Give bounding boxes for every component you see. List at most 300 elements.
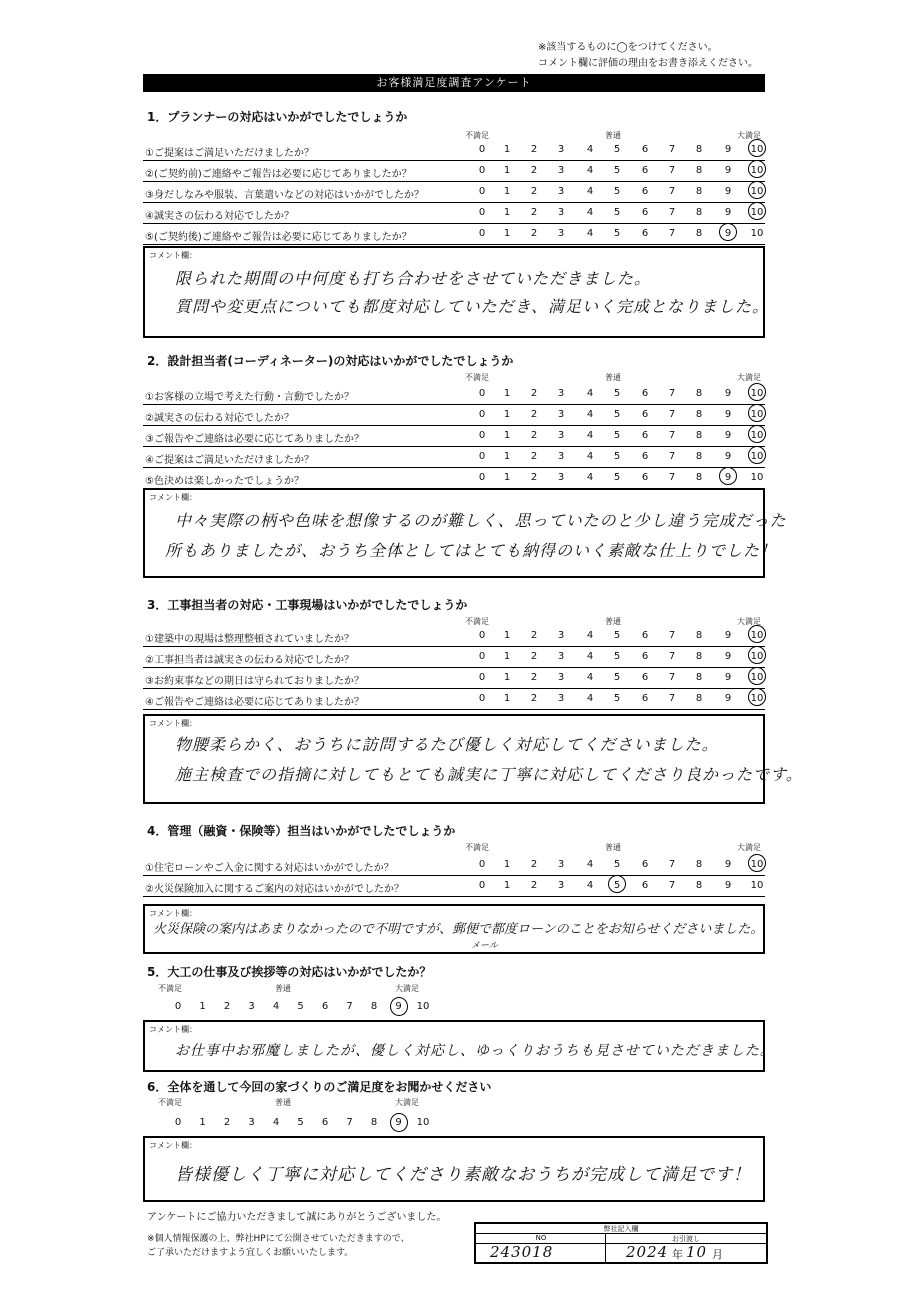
- rating-option-9[interactable]: 9: [395, 1117, 402, 1128]
- question-text: ③お約束事などの期日は守られておりましたか？: [145, 676, 364, 687]
- rating-option-8[interactable]: 8: [695, 472, 703, 483]
- rating-option-3[interactable]: 3: [557, 472, 565, 483]
- instruction-note-1: ※該当するものに◯をつけてください。: [538, 42, 718, 53]
- rating-option-10[interactable]: 10: [750, 186, 764, 197]
- question-row: [143, 182, 765, 203]
- rating-option-10[interactable]: 10: [750, 451, 764, 462]
- scale-label-low: 不満足: [465, 617, 489, 626]
- rating-option-3[interactable]: 3: [557, 880, 565, 891]
- rating-option-7[interactable]: 7: [668, 630, 676, 641]
- rating-option-0[interactable]: 0: [174, 1001, 182, 1012]
- instruction-note-2: コメント欄に評価の理由をお書き添えください。: [538, 58, 758, 69]
- rating-option-2[interactable]: 2: [223, 1001, 231, 1012]
- question-text: ④ご提案はご満足いただけましたか？: [145, 455, 314, 466]
- rating-option-1[interactable]: 1: [503, 228, 511, 239]
- rating-option-1[interactable]: 1: [199, 1001, 206, 1012]
- rating-option-6[interactable]: 6: [641, 207, 649, 218]
- rating-option-3[interactable]: 3: [557, 693, 565, 704]
- rating-option-7[interactable]: 7: [668, 388, 676, 399]
- comment-label: コメント欄：: [149, 719, 197, 728]
- rating-option-10[interactable]: 10: [750, 630, 764, 641]
- rating-option-5[interactable]: 5: [613, 472, 621, 483]
- question-text: ①住宅ローンやご入金に関する対応はいかがでしたか？: [145, 863, 394, 874]
- rating-option-0[interactable]: 0: [478, 207, 486, 218]
- section-3-heading: 3．工事担当者の対応・工事現場はいかがでしたでしょうか: [147, 598, 468, 612]
- rating-option-1[interactable]: 1: [503, 651, 511, 662]
- question-row: [143, 384, 765, 405]
- rating-option-0[interactable]: 0: [478, 880, 486, 891]
- rating-option-9[interactable]: 9: [724, 144, 732, 155]
- question-row: [143, 647, 765, 668]
- rating-option-0[interactable]: 0: [478, 388, 486, 399]
- rating-option-5[interactable]: 5: [613, 186, 621, 197]
- section-5-comment-box: [143, 1020, 775, 1072]
- rating-option-4[interactable]: 4: [586, 651, 594, 662]
- scale-label-high: 大満足: [737, 131, 761, 140]
- selected-rating-circle: [748, 688, 766, 706]
- question-text: ②(ご契約前)ご連絡やご報告は必要に応じてありましたか？: [145, 169, 412, 180]
- rating-option-2[interactable]: 2: [530, 630, 538, 641]
- rating-option-8[interactable]: 8: [695, 186, 703, 197]
- rating-option-9[interactable]: 9: [724, 409, 732, 420]
- scale-label-high: 大満足: [737, 617, 761, 626]
- rating-option-10[interactable]: 10: [750, 165, 764, 176]
- rating-option-9[interactable]: 9: [724, 451, 732, 462]
- rating-option-7[interactable]: 7: [668, 472, 676, 483]
- rating-option-7[interactable]: 7: [668, 672, 676, 683]
- rating-option-6[interactable]: 6: [641, 165, 649, 176]
- rating-option-6[interactable]: 6: [641, 859, 649, 870]
- rating-option-8[interactable]: 8: [695, 672, 703, 683]
- rating-option-7[interactable]: 7: [668, 880, 676, 891]
- rating-option-10[interactable]: 10: [750, 880, 764, 891]
- question-row: [143, 626, 765, 647]
- scale-label-low: 不満足: [158, 984, 182, 993]
- rating-option-9[interactable]: 9: [724, 430, 732, 441]
- rating-option-2[interactable]: 2: [530, 693, 538, 704]
- section-3-comment-box: [143, 714, 803, 804]
- rating-option-1[interactable]: 1: [503, 144, 511, 155]
- scale-label-mid: 普通: [605, 131, 621, 140]
- rating-option-4[interactable]: 4: [586, 451, 594, 462]
- rating-option-2[interactable]: 2: [530, 388, 538, 399]
- rating-option-2[interactable]: 2: [530, 859, 538, 870]
- selected-rating-circle: [748, 667, 766, 685]
- question-text: ③ご報告やご連絡は必要に応じてありましたか？: [145, 434, 364, 445]
- rating-option-0[interactable]: 0: [478, 693, 486, 704]
- selected-rating-circle: [748, 446, 766, 464]
- rating-option-0[interactable]: 0: [478, 451, 486, 462]
- rating-option-10[interactable]: 10: [750, 672, 764, 683]
- section-4-comment-box: [143, 904, 765, 954]
- question-text: ①建築中の現場は整理整頓されていましたか？: [145, 634, 354, 645]
- rating-option-8[interactable]: 8: [695, 451, 703, 462]
- rating-option-10[interactable]: 10: [750, 859, 764, 870]
- question-text: ③身だしなみや服装、言葉遣いなどの対応はいかがでしたか？: [145, 190, 424, 201]
- rating-option-5[interactable]: 5: [613, 880, 621, 891]
- selected-rating-circle: [748, 383, 766, 401]
- rating-option-0[interactable]: 0: [478, 859, 486, 870]
- question-text: ④誠実さの伝わる対応でしたか？: [145, 211, 294, 222]
- rating-option-4[interactable]: 4: [586, 207, 594, 218]
- rating-option-10[interactable]: 10: [750, 693, 764, 704]
- delivery-year: 2024: [626, 1243, 669, 1261]
- selected-rating-circle: [748, 160, 766, 178]
- month-unit: 月: [712, 1248, 723, 1261]
- rating-option-9[interactable]: 9: [724, 693, 732, 704]
- rating-option-7[interactable]: 7: [668, 165, 676, 176]
- rating-option-2[interactable]: 2: [530, 451, 538, 462]
- rating-option-9[interactable]: 9: [724, 472, 732, 483]
- rating-option-2[interactable]: 2: [530, 186, 538, 197]
- rating-option-7[interactable]: 7: [668, 430, 676, 441]
- question-text: ②火災保険加入に関するご案内の対応はいかがでしたか？: [145, 884, 404, 895]
- no-label: NO: [535, 1234, 547, 1242]
- scale-label-low: 不満足: [465, 373, 489, 382]
- question-row: [143, 668, 765, 689]
- rating-option-8[interactable]: 8: [695, 409, 703, 420]
- scale-label-high: 大満足: [395, 984, 419, 993]
- selected-rating-circle: [748, 854, 766, 872]
- rating-option-8[interactable]: 8: [695, 144, 703, 155]
- rating-option-3[interactable]: 3: [248, 1117, 255, 1128]
- question-row: [143, 855, 765, 876]
- rating-option-2[interactable]: 2: [530, 672, 538, 683]
- rating-option-4[interactable]: 4: [586, 430, 594, 441]
- section-5-comment: お仕事中お邪魔しましたが、優しく対応し、ゆっくりおうちも見させていただきました。: [175, 1043, 775, 1059]
- rating-option-6[interactable]: 6: [641, 228, 649, 239]
- rating-option-3[interactable]: 3: [557, 651, 565, 662]
- rating-option-8[interactable]: 8: [695, 630, 703, 641]
- rating-option-3[interactable]: 3: [557, 430, 565, 441]
- comment-label: コメント欄：: [149, 909, 197, 918]
- rating-option-4[interactable]: 4: [586, 144, 594, 155]
- rating-option-9[interactable]: 9: [724, 880, 732, 891]
- rating-option-0[interactable]: 0: [478, 228, 486, 239]
- rating-option-2[interactable]: 2: [530, 144, 538, 155]
- question-text: ①お客様の立場で考えた行動・言動でしたか？: [145, 392, 354, 403]
- rating-option-7[interactable]: 7: [668, 651, 676, 662]
- section-3-comment-line-1: 物腰柔らかく、おうちに訪問するたび優しく対応してくださいました。: [175, 735, 719, 754]
- rating-option-10[interactable]: 10: [750, 430, 764, 441]
- rating-option-5[interactable]: 5: [297, 1001, 304, 1012]
- rating-option-4[interactable]: 4: [586, 672, 594, 683]
- rating-option-1[interactable]: 1: [503, 186, 511, 197]
- rating-option-1[interactable]: 1: [503, 859, 511, 870]
- rating-option-7[interactable]: 7: [668, 409, 676, 420]
- selected-rating-circle: [390, 997, 408, 1016]
- rating-option-7[interactable]: 7: [668, 144, 676, 155]
- rating-option-4[interactable]: 4: [586, 859, 594, 870]
- rating-option-8[interactable]: 8: [695, 228, 703, 239]
- rating-option-5[interactable]: 5: [613, 672, 621, 683]
- rating-option-8[interactable]: 8: [695, 165, 703, 176]
- selected-rating-circle: [390, 1113, 408, 1132]
- rating-option-9[interactable]: 9: [724, 207, 732, 218]
- rating-option-10[interactable]: 10: [750, 228, 764, 239]
- rating-option-4[interactable]: 4: [586, 472, 594, 483]
- rating-option-5[interactable]: 5: [613, 144, 621, 155]
- rating-option-5[interactable]: 5: [613, 451, 621, 462]
- rating-option-2[interactable]: 2: [530, 651, 538, 662]
- scale-label-high: 大満足: [737, 843, 761, 852]
- rating-option-3[interactable]: 3: [557, 186, 565, 197]
- rating-option-1[interactable]: 1: [503, 430, 511, 441]
- rating-option-8[interactable]: 8: [695, 388, 703, 399]
- rating-option-3[interactable]: 3: [557, 228, 565, 239]
- rating-option-1[interactable]: 1: [503, 630, 511, 641]
- rating-option-8[interactable]: 8: [695, 430, 703, 441]
- rating-option-3[interactable]: 3: [557, 409, 565, 420]
- rating-option-6[interactable]: 6: [321, 1117, 329, 1128]
- rating-option-1[interactable]: 1: [503, 693, 511, 704]
- selected-rating-circle: [719, 467, 737, 485]
- rating-option-5[interactable]: 5: [613, 651, 621, 662]
- privacy-note-1: ※個人情報保護の上、弊社HPにて公開させていただきますので、: [147, 1234, 410, 1244]
- rating-option-2[interactable]: 2: [530, 165, 538, 176]
- rating-option-1[interactable]: 1: [503, 472, 511, 483]
- rating-option-9[interactable]: 9: [724, 859, 732, 870]
- rating-option-8[interactable]: 8: [370, 1117, 378, 1128]
- rating-option-7[interactable]: 7: [668, 186, 676, 197]
- scale-label-high: 大満足: [737, 373, 761, 382]
- question-row: [143, 447, 765, 468]
- question-row: [143, 468, 765, 489]
- rating-option-5[interactable]: 5: [613, 388, 621, 399]
- rating-option-7[interactable]: 7: [668, 693, 676, 704]
- rating-option-9[interactable]: 9: [724, 672, 732, 683]
- scale-label-mid: 普通: [275, 984, 291, 993]
- rating-option-4[interactable]: 4: [586, 388, 594, 399]
- rating-option-4[interactable]: 4: [272, 1117, 280, 1128]
- rating-option-4[interactable]: 4: [586, 693, 594, 704]
- rating-option-5[interactable]: 5: [613, 409, 621, 420]
- rating-option-1[interactable]: 1: [503, 880, 511, 891]
- rating-option-2[interactable]: 2: [530, 228, 538, 239]
- rating-option-10[interactable]: 10: [750, 207, 764, 218]
- survey-title-bar: お客様満足度調査アンケート: [143, 74, 765, 92]
- rating-option-3[interactable]: 3: [557, 672, 565, 683]
- rating-option-8[interactable]: 8: [695, 880, 703, 891]
- rating-option-0[interactable]: 0: [478, 630, 486, 641]
- rating-option-4[interactable]: 4: [586, 409, 594, 420]
- selected-rating-circle: [748, 646, 766, 664]
- rating-option-8[interactable]: 8: [695, 651, 703, 662]
- rating-option-10[interactable]: 10: [750, 409, 764, 420]
- section-1-comment-box: [143, 246, 770, 338]
- rating-option-3[interactable]: 3: [557, 859, 565, 870]
- rating-option-7[interactable]: 7: [668, 207, 676, 218]
- rating-option-2[interactable]: 2: [530, 472, 538, 483]
- rating-option-5[interactable]: 5: [613, 207, 621, 218]
- section-4-heading: 4．管理（融資・保険等）担当はいかがでしたでしょうか: [147, 824, 456, 838]
- rating-option-5[interactable]: 5: [613, 430, 621, 441]
- rating-option-6[interactable]: 6: [641, 693, 649, 704]
- question-text: ⑤色決めは楽しかったでしょうか？: [145, 476, 304, 487]
- rating-option-8[interactable]: 8: [695, 207, 703, 218]
- rating-option-3[interactable]: 3: [248, 1001, 255, 1012]
- scale-label-mid: 普通: [275, 1098, 291, 1107]
- comment-label: コメント欄：: [149, 1025, 197, 1034]
- rating-option-5[interactable]: 5: [613, 228, 621, 239]
- section-2-comment-box: [143, 488, 787, 578]
- scale-label-mid: 普通: [605, 617, 621, 626]
- question-row: [143, 405, 765, 426]
- rating-option-6[interactable]: 6: [641, 672, 649, 683]
- rating-option-10[interactable]: 10: [750, 388, 764, 399]
- rating-option-7[interactable]: 7: [668, 451, 676, 462]
- scale-label-high: 大満足: [395, 1098, 419, 1107]
- rating-option-9[interactable]: 9: [724, 186, 732, 197]
- section-3-comment-line-2: 施主検査での指摘に対してもとても誠実に丁寧に対応してくださり良かったです。: [175, 765, 803, 784]
- rating-option-3[interactable]: 3: [557, 165, 565, 176]
- rating-option-10[interactable]: 10: [750, 472, 764, 483]
- section-6-heading: 6．全体を通して今回の家づくりのご満足度をお聞かせください: [147, 1080, 492, 1094]
- rating-option-0[interactable]: 0: [478, 472, 486, 483]
- rating-option-7[interactable]: 7: [346, 1117, 353, 1128]
- section-1-comment-line-2: 質問や変更点についても都度対応していただき、満足いく完成となりました。: [175, 297, 770, 316]
- rating-option-3[interactable]: 3: [557, 144, 565, 155]
- rating-option-9[interactable]: 9: [395, 1001, 402, 1012]
- rating-option-9[interactable]: 9: [724, 651, 732, 662]
- selected-rating-circle: [748, 404, 766, 422]
- rating-option-6[interactable]: 6: [641, 186, 649, 197]
- section-6-comment: 皆様優しく丁寧に対応してくださり素敵なおうちが完成して満足です！: [175, 1165, 751, 1185]
- comment-label: コメント欄：: [149, 1141, 197, 1150]
- rating-option-0[interactable]: 0: [478, 144, 486, 155]
- rating-option-7[interactable]: 7: [668, 859, 676, 870]
- rating-option-6[interactable]: 6: [641, 388, 649, 399]
- section-2-comment-line-2: 所もありましたが、おうち全体としてはとても納得のいく素敵な仕上りでした！: [165, 541, 778, 560]
- question-row: [143, 689, 765, 710]
- question-text: ④ご報告やご連絡は必要に応じてありましたか？: [145, 697, 364, 708]
- scale-label-low: 不満足: [465, 131, 489, 140]
- thanks-text: アンケートにご協力いただきまして誠にありがとうございました。: [147, 1212, 447, 1223]
- rating-option-3[interactable]: 3: [557, 207, 565, 218]
- rating-option-6[interactable]: 6: [641, 472, 649, 483]
- rating-option-0[interactable]: 0: [478, 186, 486, 197]
- scale-label-low: 不満足: [465, 843, 489, 852]
- rating-option-1[interactable]: 1: [503, 409, 511, 420]
- rating-option-0[interactable]: 0: [478, 672, 486, 683]
- rating-option-3[interactable]: 3: [557, 630, 565, 641]
- selected-rating-circle: [608, 875, 626, 893]
- selected-rating-circle: [748, 202, 766, 220]
- rating-option-3[interactable]: 3: [557, 451, 565, 462]
- rating-option-10[interactable]: 10: [750, 651, 764, 662]
- selected-rating-circle: [748, 139, 766, 157]
- section-5-heading: 5．大工の仕事及び挨拶等の対応はいかがでしたか？: [147, 965, 432, 979]
- rating-option-6[interactable]: 6: [641, 451, 649, 462]
- rating-option-4[interactable]: 4: [586, 630, 594, 641]
- rating-option-2[interactable]: 2: [530, 430, 538, 441]
- rating-option-8[interactable]: 8: [695, 693, 703, 704]
- rating-option-1[interactable]: 1: [503, 207, 511, 218]
- rating-option-1[interactable]: 1: [503, 388, 511, 399]
- rating-option-0[interactable]: 0: [478, 430, 486, 441]
- year-unit: 年: [672, 1248, 683, 1261]
- privacy-note-2: ご了承いただけますよう宜しくお願いいたします。: [147, 1248, 354, 1258]
- rating-option-7[interactable]: 7: [346, 1001, 353, 1012]
- question-row: [143, 203, 765, 224]
- rating-option-8[interactable]: 8: [370, 1001, 378, 1012]
- rating-option-6[interactable]: 6: [641, 144, 649, 155]
- rating-option-5[interactable]: 5: [613, 859, 621, 870]
- rating-option-2[interactable]: 2: [530, 207, 538, 218]
- rating-option-0[interactable]: 0: [478, 409, 486, 420]
- selected-rating-circle: [748, 625, 766, 643]
- rating-option-4[interactable]: 4: [586, 165, 594, 176]
- delivery-month: 10: [686, 1243, 708, 1261]
- rating-option-9[interactable]: 9: [724, 228, 732, 239]
- rating-option-5[interactable]: 5: [297, 1117, 304, 1128]
- office-use-box: [474, 1222, 768, 1264]
- rating-option-9[interactable]: 9: [724, 388, 732, 399]
- rating-option-1[interactable]: 1: [503, 165, 511, 176]
- rating-option-4[interactable]: 4: [586, 880, 594, 891]
- rating-option-1[interactable]: 1: [503, 451, 511, 462]
- rating-option-5[interactable]: 5: [613, 630, 621, 641]
- rating-option-10[interactable]: 10: [416, 1117, 430, 1128]
- rating-option-6[interactable]: 6: [641, 630, 649, 641]
- question-text: ②誠実さの伝わる対応でしたか？: [145, 413, 294, 424]
- rating-option-2[interactable]: 2: [530, 409, 538, 420]
- rating-option-2[interactable]: 2: [223, 1117, 231, 1128]
- section-1-comment-line-1: 限られた期間の中何度も打ち合わせをさせていただきました。: [175, 269, 652, 288]
- rating-option-4[interactable]: 4: [586, 186, 594, 197]
- rating-option-0[interactable]: 0: [478, 651, 486, 662]
- rating-option-8[interactable]: 8: [695, 859, 703, 870]
- section-6-comment-box: [143, 1136, 765, 1202]
- delivery-label: お引渡し: [672, 1235, 700, 1243]
- office-use-header: 弊社記入欄: [603, 1225, 639, 1233]
- question-row: [143, 140, 765, 161]
- rating-option-2[interactable]: 2: [530, 880, 538, 891]
- rating-option-0[interactable]: 0: [174, 1117, 182, 1128]
- scale-label-low: 不満足: [158, 1098, 182, 1107]
- rating-option-4[interactable]: 4: [586, 228, 594, 239]
- rating-option-7[interactable]: 7: [668, 228, 676, 239]
- rating-option-5[interactable]: 5: [613, 693, 621, 704]
- rating-option-1[interactable]: 1: [503, 672, 511, 683]
- section-4-comment-note: メール: [471, 941, 498, 951]
- rating-option-6[interactable]: 6: [641, 651, 649, 662]
- rating-option-6[interactable]: 6: [641, 430, 649, 441]
- rating-option-10[interactable]: 10: [750, 144, 764, 155]
- rating-option-6[interactable]: 6: [641, 409, 649, 420]
- rating-option-1[interactable]: 1: [199, 1117, 206, 1128]
- rating-option-9[interactable]: 9: [724, 165, 732, 176]
- comment-label: コメント欄：: [149, 251, 197, 260]
- section-2-heading: 2．設計担当者(コーディネーター)の対応はいかがでしたでしょうか: [147, 354, 514, 368]
- question-text: ①ご提案はご満足いただけましたか？: [145, 148, 314, 159]
- selected-rating-circle: [719, 223, 737, 241]
- rating-option-3[interactable]: 3: [557, 388, 565, 399]
- rating-option-4[interactable]: 4: [272, 1001, 280, 1012]
- scale-label-mid: 普通: [605, 843, 621, 852]
- rating-option-5[interactable]: 5: [613, 165, 621, 176]
- question-text: ⑤(ご契約後)ご連絡やご報告は必要に応じてありましたか？: [145, 232, 412, 243]
- rating-option-9[interactable]: 9: [724, 630, 732, 641]
- selected-rating-circle: [748, 181, 766, 199]
- rating-option-6[interactable]: 6: [641, 880, 649, 891]
- section-2-comment-line-1: 中々実際の柄や色味を想像するのが難しく、思っていたのと少し違う完成だった: [175, 511, 787, 530]
- rating-option-10[interactable]: 10: [416, 1001, 430, 1012]
- rating-option-0[interactable]: 0: [478, 165, 486, 176]
- section-1-heading: 1．プランナーの対応はいかがでしたでしょうか: [147, 110, 408, 124]
- question-row: [143, 224, 765, 245]
- rating-option-6[interactable]: 6: [321, 1001, 329, 1012]
